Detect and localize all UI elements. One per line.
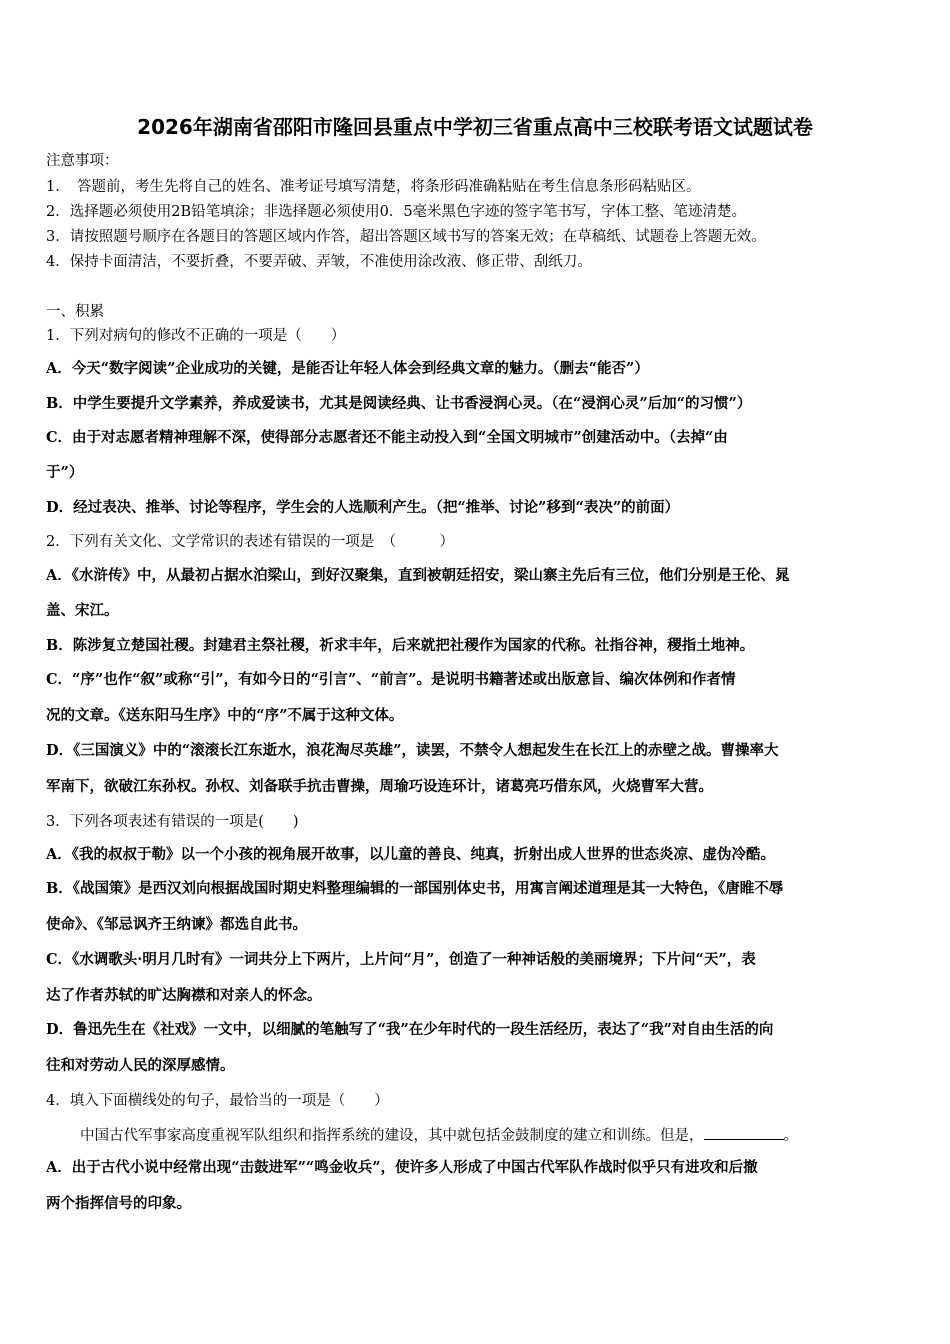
q3-option-a: A．《我的叔叔于勒》以一个小孩的视角展开故事，以儿童的善良、纯真，折射出成人世界的世态炎凉、虚伪冷酷。	[46, 846, 775, 863]
question-3-stem: 3．下列各项表述有错误的一项是( )	[46, 814, 299, 830]
q4-passage	[80, 1125, 916, 1146]
q3-option-c: C．《水调歌头·明月几时有》一词共分上下两片，上片问“月”，创造了一种神话般的美丽境界；下片问“天”，表	[46, 951, 756, 968]
q1-option-b: B．中学生要提升文学素养，养成爱读书，尤其是阅读经典、让书香浸润心灵。（在“浸润心灵”后加“的习惯”）	[46, 395, 752, 412]
note-item: 2．选择题必须使用2B铅笔填涂；非选择题必须使用0．5毫米黑色字迹的签字笔书写，字体工整、笔迹清楚。	[46, 204, 747, 220]
section-heading: 一、积累	[46, 304, 104, 320]
note-item: 1． 答题前，考生先将自己的姓名、准考证号填写清楚，将条形码准确粘贴在考生信息条形码粘贴区。	[46, 179, 701, 195]
question-1-stem: 1．下列对病句的修改不正确的一项是（ ）	[46, 328, 346, 344]
page-title: 2026年湖南省邵阳市隆回县重点中学初三省重点高中三校联考语文试题试卷	[137, 115, 813, 139]
q4-passage-text: 中国古代军事家高度重视军队组织和指挥系统的建设，其中就包括金鼓制度的建立和训练。但是，	[80, 1128, 704, 1144]
answer-blank	[704, 1125, 784, 1140]
q3-option-c-cont: 达了作者苏轼的旷达胸襟和对亲人的怀念。	[46, 987, 322, 1004]
q2-option-a-cont: 盖、宋江。	[46, 602, 119, 619]
q2-option-d-cont: 军南下，欲破江东孙权。孙权、刘备联手抗击曹操，周瑜巧设连环计，诸葛亮巧借东风，火烧曹军大营。	[46, 778, 713, 795]
q1-option-d: D．经过表决、推举、讨论等程序，学生会的人选顺利产生。（把“推举、讨论”移到“表决”的前面）	[46, 499, 680, 516]
q3-option-b-cont: 使命》、《邹忌讽齐王纳谏》都选自此书。	[46, 916, 307, 933]
note-item: 3．请按照题号顺序在各题目的答题区域内作答，超出答题区域书写的答案无效；在草稿纸、试题卷上答题无效。	[46, 229, 766, 245]
q2-option-b: B．陈涉复立楚国社稷。封建君主祭社稷，祈求丰年，后来就把社稷作为国家的代称。社指谷神，稷指土地神。	[46, 637, 755, 654]
question-4-stem: 4．填入下面横线处的句子，最恰当的一项是（ ）	[46, 1093, 389, 1109]
q2-option-c: C．“序”也作“叙”或称“引”，有如今日的“引言”、“前言”。是说明书籍著述或出版意旨、编次体例和作者情	[46, 671, 736, 688]
q1-option-c-cont: 于”）	[46, 464, 84, 481]
q3-option-d: D．鲁迅先生在《社戏》一文中，以细腻的笔触写了“我”在少年时代的一段生活经历，表达了“我”对自由生活的向	[46, 1021, 774, 1038]
q3-option-d-cont: 往和对劳动人民的深厚感情。	[46, 1057, 235, 1074]
q2-option-c-cont: 况的文章。《送东阳马生序》中的“序”不属于这种文体。	[46, 707, 404, 724]
q2-option-a: A．《水浒传》中，从最初占据水泊梁山，到好汉聚集，直到被朝廷招安，梁山寨主先后有三位，他们分别是王伦、晁	[46, 567, 790, 584]
q4-option-a-cont: 两个指挥信号的印象。	[46, 1195, 191, 1212]
q4-passage-end: 。	[783, 1128, 798, 1144]
q1-option-c: C．由于对志愿者精神理解不深，使得部分志愿者还不能主动投入到“全国文明城市”创建活动中。（去掉“由	[46, 429, 728, 446]
notes-header: 注意事项：	[46, 153, 119, 169]
note-item: 4．保持卡面清洁，不要折叠，不要弄破、弄皱，不准使用涂改液、修正带、刮纸刀。	[46, 254, 592, 270]
q3-option-b: B．《战国策》是西汉刘向根据战国时期史料整理编辑的一部国别体史书，用寓言阐述道理是其一大特色，《唐睢不辱	[46, 880, 784, 897]
q2-option-d: D．《三国演义》中的“滚滚长江东逝水，浪花淘尽英雄”，读罢，不禁令人想起发生在长江上的赤壁之战。曹操率大	[46, 742, 779, 759]
q4-option-a: A．出于古代小说中经常出现“击鼓进军”“鸣金收兵”，使许多人形成了中国古代军队作战时似乎只有进攻和后撤	[46, 1159, 758, 1176]
question-2-stem: 2．下列有关文化、文学常识的表述有错误的一项是 （ ）	[46, 534, 454, 550]
q1-option-a: A．今天“数字阅读”企业成功的关键，是能否让年轻人体会到经典文章的魅力。（删去“能否”）	[46, 360, 649, 377]
